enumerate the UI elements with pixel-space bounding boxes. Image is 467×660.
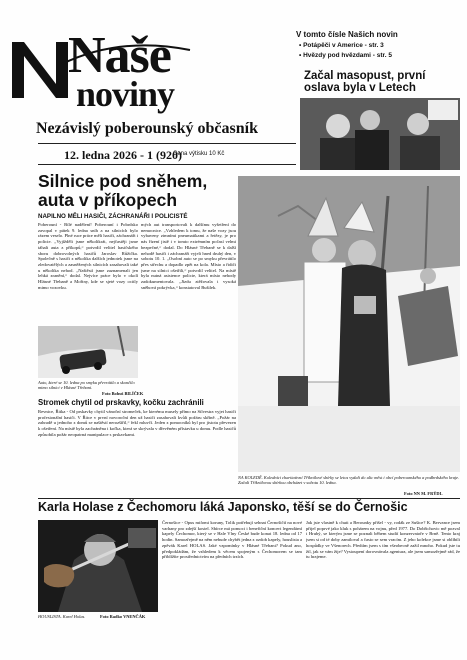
koleda-photo-caption: NA KOLEDĚ. Koledníci charitativní Tříkrálové sbírky se letos vydali do ulic měst i obcí poberounského a podbrdského kraje. Začali Tříkrálovou sbírkou obcházet v sobotu 10. ledna.	[238, 475, 460, 486]
karla-column-2: Jak jste vlastně k chuti a Berounky přišel - vy, rodák ze Sušice? K. Bervance jsem přijel poprvé jako kluk s pohárem na vojnu, před 1977. Do Dobřichovic mě pozval i Hrubý, se kterým jsme se poznali během studií konzervatoře v Brně. Tento kraj jsem si od té doby zamiloval a často se sem vracím. Z jeho kolekce jsme si oblíbili hospůdky ve Všenorech. Předtím jsem s tím všeobecně zažil mnoho. Pokud jste tu žil, jak se vám žije? Vystoupení dorovnávala agentura, ale jsem samozřejmě rád, že tu hrajeme.	[306, 520, 460, 560]
karla-column-1: Černošice - Opus mifomi koruny, Tolik potřebují sehnat Černošičtí na nové varhany pro zdejší kostel. Sbírce má pomoci i benefiční koncert legendární kapely Čechomor, který se v Hale Vlny České bude konat 18. ledna od 17 hodin. Samozřejmě na něm nebude chybět jedna z ozdob kapely, houslista a zpěvák Karel HOLAS. Jaké vzpomínky v Hlásné Třebani? Pokud ano, předpokládám, že vzhledem k věcem spojeným s Čechomorem se tam přiblížíte prostřednictvím na předních trzích.	[162, 520, 302, 560]
masthead-rule-bottom	[38, 164, 296, 165]
lead-column-2: mých aut transportovali k dalšímu vyšetření do nemocnice. „Vzhledem k tomu, že naše vozy jsou vybaveny zimními pneumatikami a řetězy, je pro nás řízení jistě i v tomto extrémním počasí velmi bezpečné,“ dodal. Do Hlásné Třebaně se k další nehodě hasiči i záchranáři vyjeli hned druhý den, v sobotu 10. 1. „Osobní auto se po smyku převrátilo přes střechu a dopadlo zpět na kola. Místo a řidiči jsme na silnici ošetřili,“ potvrdil velitel. Na místě byla nutná asistence policie, která místo nehody zadokumentovala. „Jízdu ztěžovala i vysoká sněhová pokrývka,“ konstatoval Bušilek.	[141, 222, 236, 290]
road-photo-credit: Foto Bohuš BILÍČEK	[102, 391, 144, 396]
masthead	[10, 28, 290, 118]
stromek-text: Revnice, Řitka - Od prskavky chytil vánoční stromeček, ke kterému musely přímo na Silvestra vyjet hasiči profesionální hasiči. V Řitce v první novoroční den už hasiči zasahovali kvůli požáru skříně. „Požár na zahradě u jednoho z domů se naštěstí nerozšířil,“ řekl mluvčí. Jeden z pomocníků byl pro jistotu převezen k ošetření. Na místě byla zachráněna i kočka, která se skrývala v dřevěném přístavku u domu. Podle hasičů způsobila požár neopatrná manipulace s prskavkami.	[38, 409, 236, 437]
masthead-title-line2: noviny	[76, 74, 175, 114]
topbox-title: V tomto čísle Našich novin	[296, 30, 398, 39]
road-photo-caption: Auto, které se 10. ledna po smyku převrátilo a skončilo mimo silnici v Hlásné Třebani.	[38, 380, 135, 391]
date-issue: 12. ledna 2026 - 1 (920)	[64, 148, 182, 162]
karla-photo-credit: Foto Radko VNENČÁK	[100, 614, 146, 619]
karla-photo	[38, 520, 158, 612]
road-accident-photo	[38, 326, 138, 378]
section-rule	[38, 498, 460, 499]
topbox-item: • Potápěči v Americe - str. 3	[299, 42, 384, 49]
masthead-rule-top	[38, 143, 296, 144]
karla-photo-caption: HOUSLISTA. Karel Holas.	[38, 614, 86, 619]
masthead-title-line1: Naše	[68, 27, 171, 84]
cover-headline: Začal masopust, první oslava byla v Letech	[304, 70, 426, 94]
lead-column-1: Poberouní - Bílé nadělení! Poberouní i Pobrdsko zavopal v pátek 9. ledna sníh a na silnicích bylo rázem veselo. Plné ruce práce měli hasiči, záchranáři i policie. „Vyjížděli jsme několikrát, nejčastěji jsme táhali auta z příkopů,“ potvrdil velitel hasičského sboru dobrovolných hasičů Jaroslav Růžička. Společně s hasiči z několika dalších jednotek jsme na zledovatělých a zasněžených silnicích zasahovali také u několika nehod. „Naštěstí jsme zaznamenali jen lehká zranění,“ dodal. Nejvíce práce bylo v okolí Hlásné Třebaně a Mořiny, kde se sjeté vozy ocitly mimo vozovku.	[38, 222, 138, 290]
price: Cena výtisku 10 Kč	[173, 151, 225, 157]
karla-headline: Karla Holase z Čechomoru láká Japonsko, těší se do Černošic	[38, 500, 408, 514]
koleda-photo-credit: Foto NN M. FRÝDL	[404, 491, 443, 496]
masthead-subtitle: Nezávislý poberounský občasník	[36, 120, 258, 137]
topbox-item: • Hvězdy pod hvězdami - str. 5	[299, 52, 392, 59]
koleda-photo	[238, 176, 460, 472]
stromek-headline: Stromek chytil od prskavky, kočku zachránili	[38, 398, 204, 407]
masopust-photo	[300, 98, 460, 170]
lead-headline: Silnice pod sněhem, auta v příkopech	[38, 171, 208, 210]
lead-subhead: NAPILNO MĚLI HASIČI, ZÁCHRANÁŘI I POLICISTÉ	[38, 213, 188, 220]
